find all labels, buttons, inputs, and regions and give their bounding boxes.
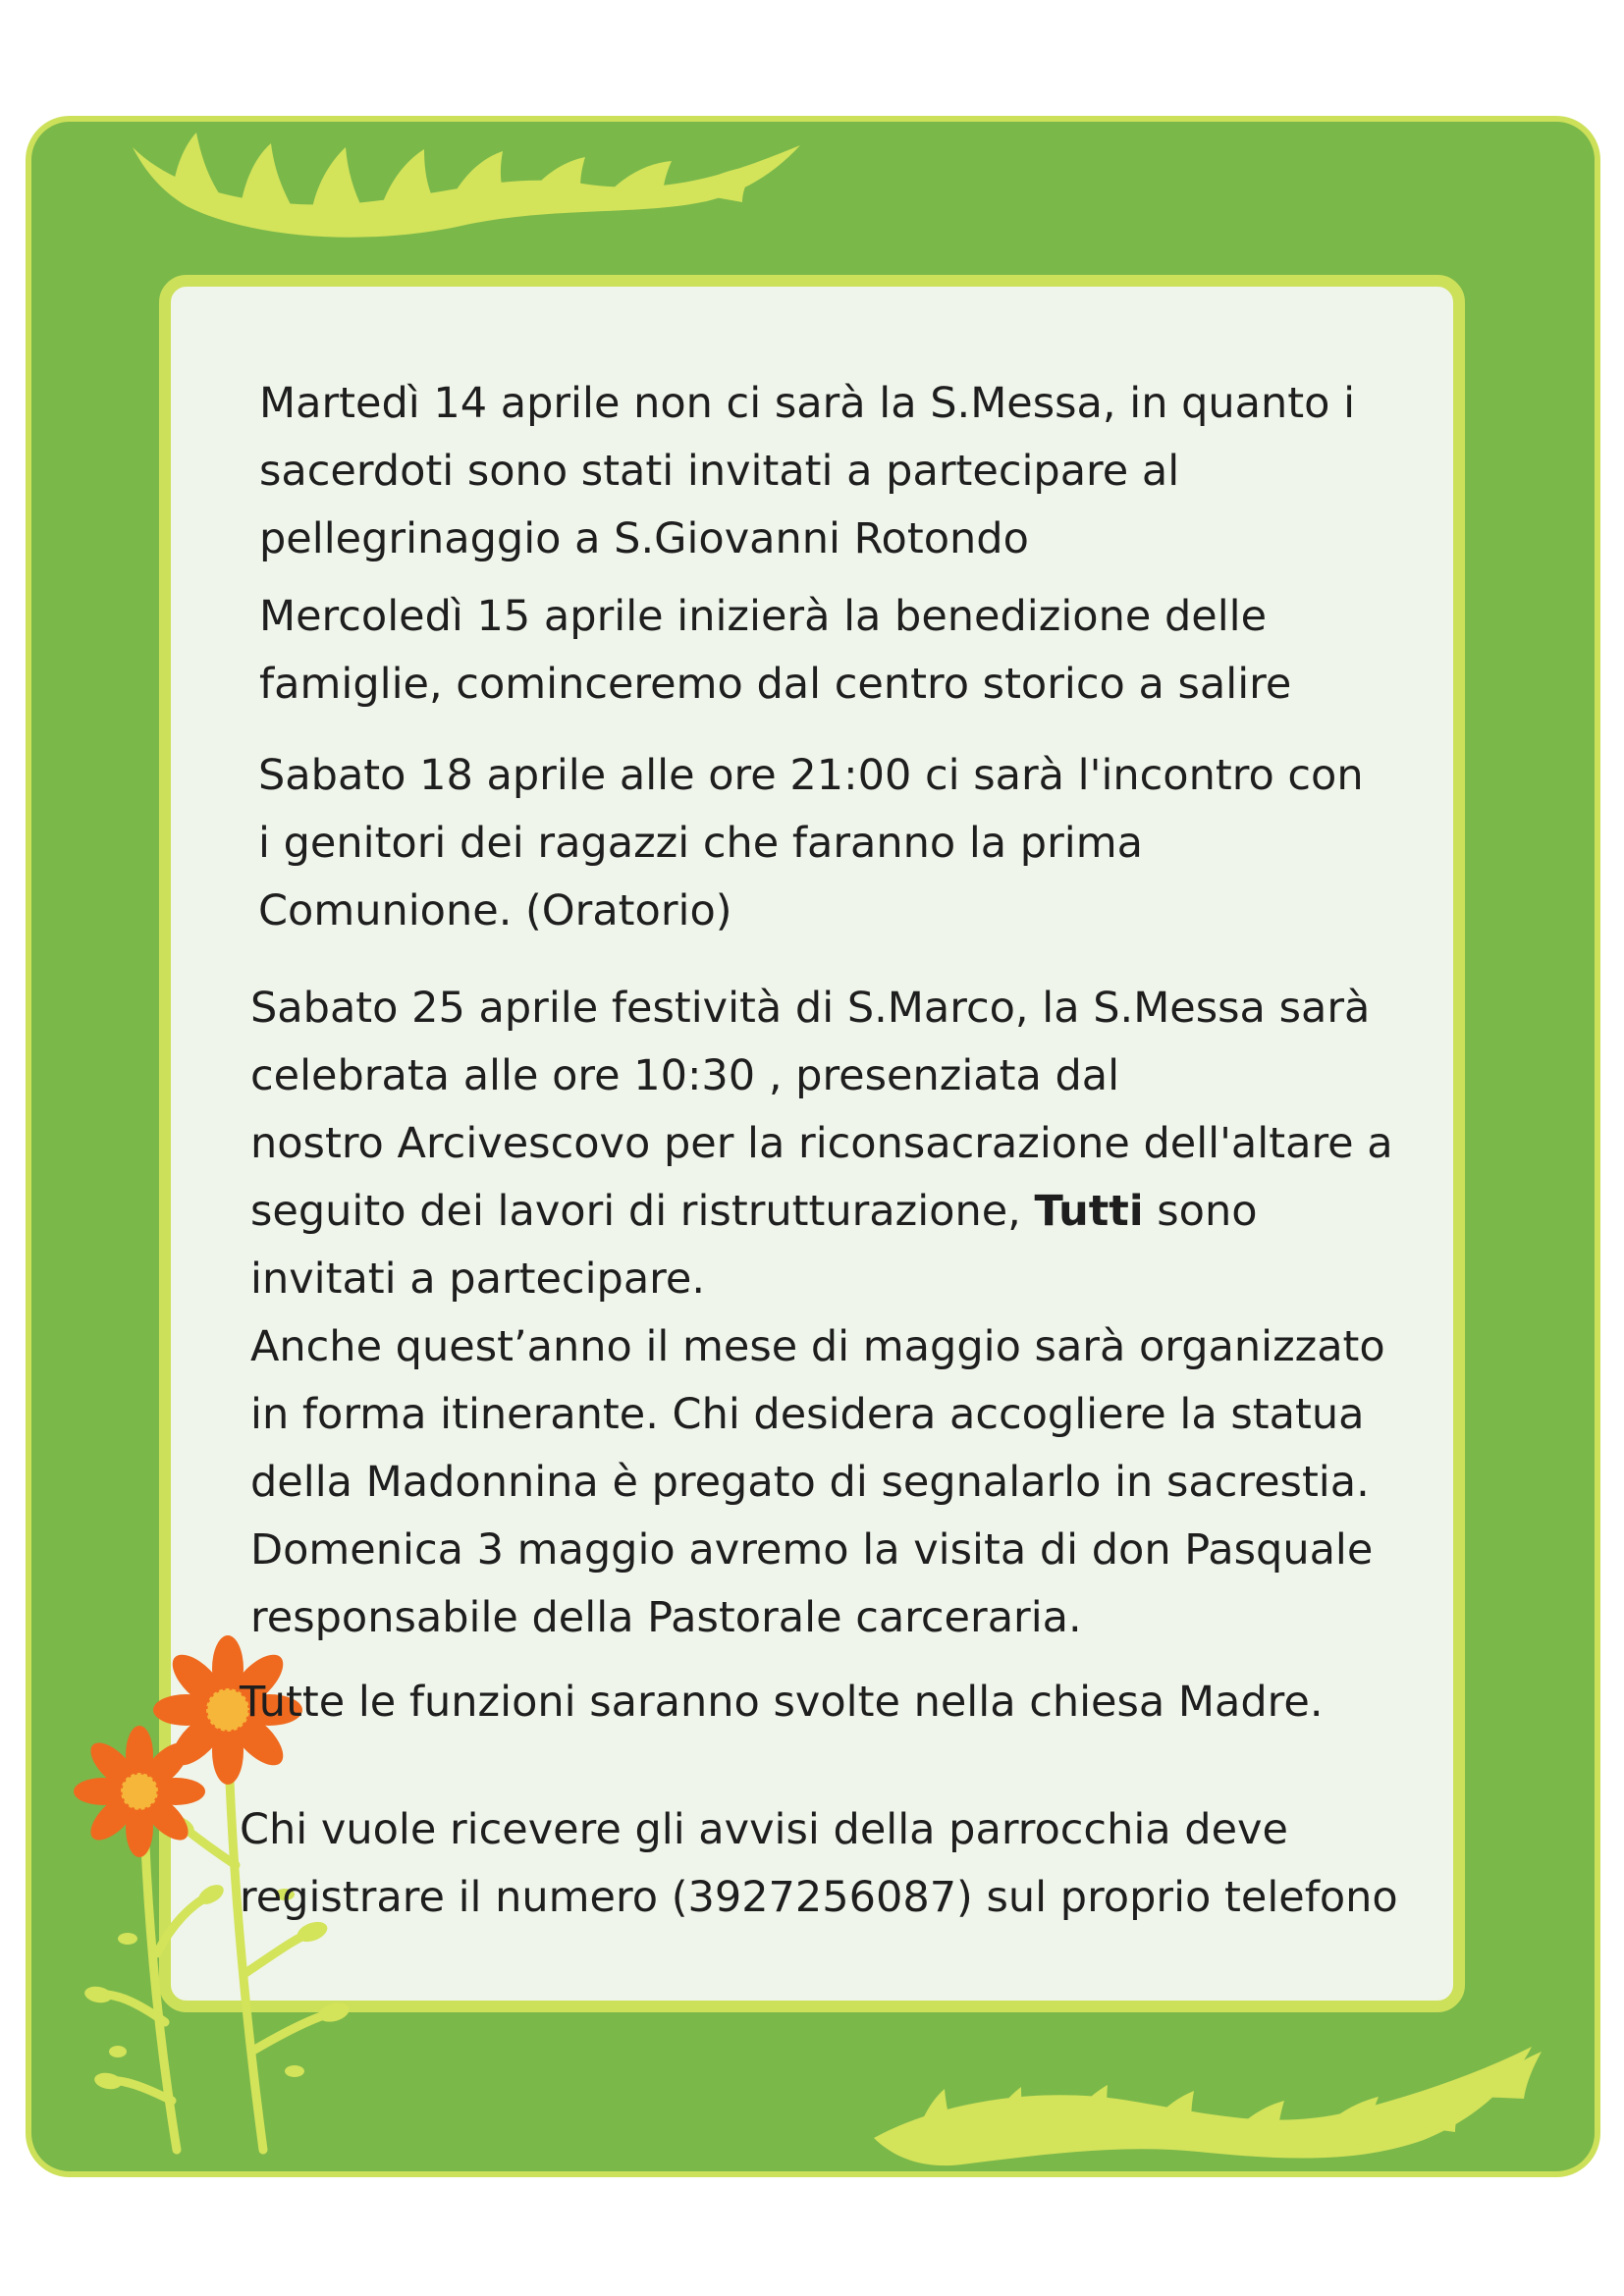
notice-line: sacerdoti sono stati invitati a partecipare al xyxy=(259,447,1180,496)
notice-line: pellegrinaggio a S.Giovanni Rotondo xyxy=(259,514,1029,563)
notice-line: Martedì 14 aprile non ci sarà la S.Messa, in quanto i xyxy=(259,379,1356,428)
notice-line: celebrata alle ore 10:30 , presenziata dal xyxy=(250,1051,1120,1100)
notice-line: nostro Arcivescovo per la riconsacrazione dell'altare a xyxy=(250,1119,1393,1168)
notice-line: i genitori dei ragazzi che faranno la prima xyxy=(258,819,1143,868)
notice-line: Tutte le funzioni saranno svolte nella chiesa Madre. xyxy=(240,1678,1324,1727)
notice-line: Domenica 3 maggio avremo la visita di don Pasquale xyxy=(250,1525,1374,1575)
bold-line-after: sono xyxy=(1143,1187,1258,1236)
notice-line: famiglie, cominceremo dal centro storico a salire xyxy=(259,660,1292,709)
notice-line: Sabato 18 aprile alle ore 21:00 ci sarà l'incontro con xyxy=(258,751,1364,800)
flower-lower xyxy=(74,1726,205,1857)
notice-line: registrare il numero (3927256087) sul proprio telefono xyxy=(240,1873,1398,1922)
notice-line: Anche quest’anno il mese di maggio sarà organizzato xyxy=(250,1322,1385,1371)
notice-mother-church xyxy=(240,1669,1324,1736)
notice-line-with-bold xyxy=(250,1178,1393,1246)
notice-tuesday-mass xyxy=(259,370,1355,573)
bold-tutti: Tutti xyxy=(1034,1187,1144,1236)
notice-line: invitati a partecipare. xyxy=(250,1255,706,1304)
notice-line: Sabato 25 aprile festività di S.Marco, la S.Messa sarà xyxy=(250,984,1371,1033)
notice-saint-mark-and-may xyxy=(250,975,1393,1652)
notice-saturday-meeting xyxy=(258,742,1364,945)
notice-line: responsabile della Pastorale carceraria. xyxy=(250,1593,1082,1642)
notice-line: Mercoledì 15 aprile inizierà la benedizione delle xyxy=(259,592,1268,641)
bold-line-before: seguito dei lavori di ristrutturazione, xyxy=(250,1187,1035,1236)
notice-registration xyxy=(240,1796,1398,1932)
notice-line: Comunione. (Oratorio) xyxy=(258,886,732,935)
notice-wednesday-blessing xyxy=(259,583,1291,719)
notice-line: Chi vuole ricevere gli avvisi della parrocchia deve xyxy=(240,1805,1288,1854)
notice-line: in forma itinerante. Chi desidera accogliere la statua xyxy=(250,1390,1365,1439)
notice-line: della Madonnina è pregato di segnalarlo in sacrestia. xyxy=(250,1458,1370,1507)
